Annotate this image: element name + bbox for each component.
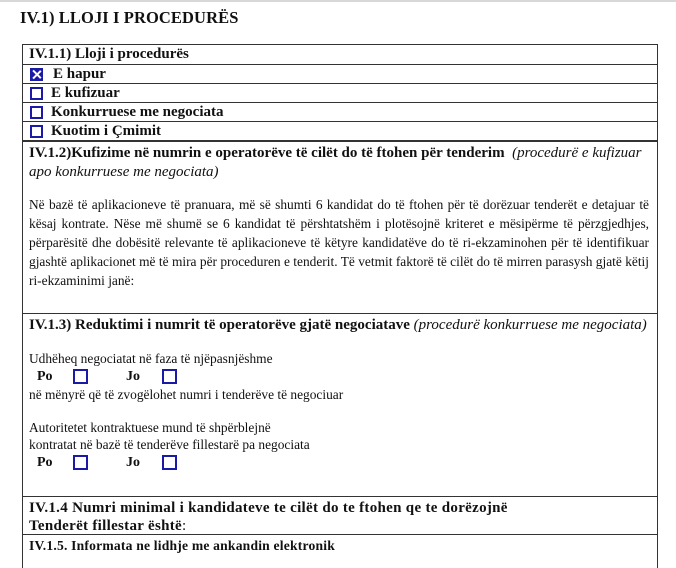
question-successive-stages-continued: në mënyrë që të zvogëlohet numri i tenderëve të negociuar bbox=[29, 387, 344, 402]
operator-limits-section bbox=[23, 142, 657, 314]
minimum-candidates-line1: IV.1.4 Numri minimal i kandidateve te cilët do te ftohen qe te dorëzojnë bbox=[29, 500, 508, 516]
procedure-type-heading: IV.1.1) Lloji i procedurës bbox=[23, 45, 657, 65]
minimum-candidates-label: Tenderët fillestar është bbox=[29, 518, 183, 534]
option-open[interactable] bbox=[23, 65, 657, 84]
no-checkbox-icon[interactable] bbox=[162, 369, 177, 384]
minimum-candidates-section bbox=[23, 497, 657, 535]
question-award-without-negotiation-continued: kontratat në bazë të tenderëve fillestarë pa negociata bbox=[29, 437, 310, 452]
operator-limits-paragraph: Në bazë të aplikacioneve të pranuara, më së shumti 6 kandidat do të ftohen për të dorëzuar tenderët e detajuar të kësaj kontrate. Nëse më shumë se 6 kandidat të përshtatshëm i plotësojnë kriteret e mësipërme të përzgjedhjes, përparësitë dhe dobësitë relevante të aplikacioneve të këtyre kandidatëve do të ri-ekzaminohen për të identifikuar gjashtë aplikacionet më të mira për proceduren e tenderit. Të vetmit faktorë të cilët do të mirren parasysh gjatë këtij ri-ekzaminimi janë: bbox=[29, 197, 649, 288]
no-checkbox-icon[interactable] bbox=[162, 455, 177, 470]
option-negotiated[interactable] bbox=[23, 103, 657, 122]
electronic-auction-section bbox=[23, 535, 657, 554]
operator-reduction-section bbox=[23, 314, 657, 497]
heading-italic: (procedurë e kufizuar apo konkurruese me negociata) bbox=[29, 145, 642, 180]
minimum-candidates-line2 bbox=[29, 517, 657, 535]
checkbox-checked-icon[interactable] bbox=[30, 68, 43, 81]
page-top-edge bbox=[0, 0, 676, 2]
no-label: Jo bbox=[126, 454, 140, 470]
yes-label: Po bbox=[37, 368, 53, 384]
option-price-quotation[interactable] bbox=[23, 122, 657, 141]
option-label: E kufizuar bbox=[51, 84, 120, 101]
operator-limits-heading bbox=[29, 144, 649, 182]
question-successive-stages: Udhëheq negociatat në faza të njëpasnjëshme bbox=[29, 351, 273, 366]
section-title: IV.1) LLOJI I PROCEDURËS bbox=[20, 8, 239, 27]
checkbox-icon[interactable] bbox=[30, 87, 43, 100]
yes-checkbox-icon[interactable] bbox=[73, 455, 88, 470]
heading-italic: (procedurë konkurruese me negociata) bbox=[413, 317, 647, 333]
electronic-auction-heading: IV.1.5. Informata ne lidhje me ankandin elektronik bbox=[29, 538, 335, 553]
yes-label: Po bbox=[37, 454, 53, 470]
yes-checkbox-icon[interactable] bbox=[73, 369, 88, 384]
checkbox-icon[interactable] bbox=[30, 106, 43, 119]
colon: : bbox=[182, 518, 187, 534]
option-restricted[interactable] bbox=[23, 84, 657, 103]
yes-no-group-2 bbox=[29, 453, 649, 472]
heading-bold: IV.1.3) Reduktimi i numrit të operatorëve gjatë negociatave bbox=[29, 317, 410, 333]
operator-reduction-heading bbox=[29, 316, 649, 335]
heading-bold: IV.1.2)Kufizime në numrin e operatorëve të cilët do të ftohen për tenderim bbox=[29, 145, 505, 161]
checkbox-icon[interactable] bbox=[30, 125, 43, 138]
procedure-details-table bbox=[22, 141, 658, 568]
question-award-without-negotiation: Autoritetet kontraktuese mund të shpërblejnë bbox=[29, 420, 271, 435]
yes-no-group-1 bbox=[29, 367, 649, 386]
option-label: Konkurruese me negociata bbox=[51, 103, 224, 120]
option-label: Kuotim i Çmimit bbox=[51, 122, 161, 139]
no-label: Jo bbox=[126, 368, 140, 384]
procedure-type-table bbox=[22, 44, 658, 141]
option-label: E hapur bbox=[53, 65, 106, 82]
